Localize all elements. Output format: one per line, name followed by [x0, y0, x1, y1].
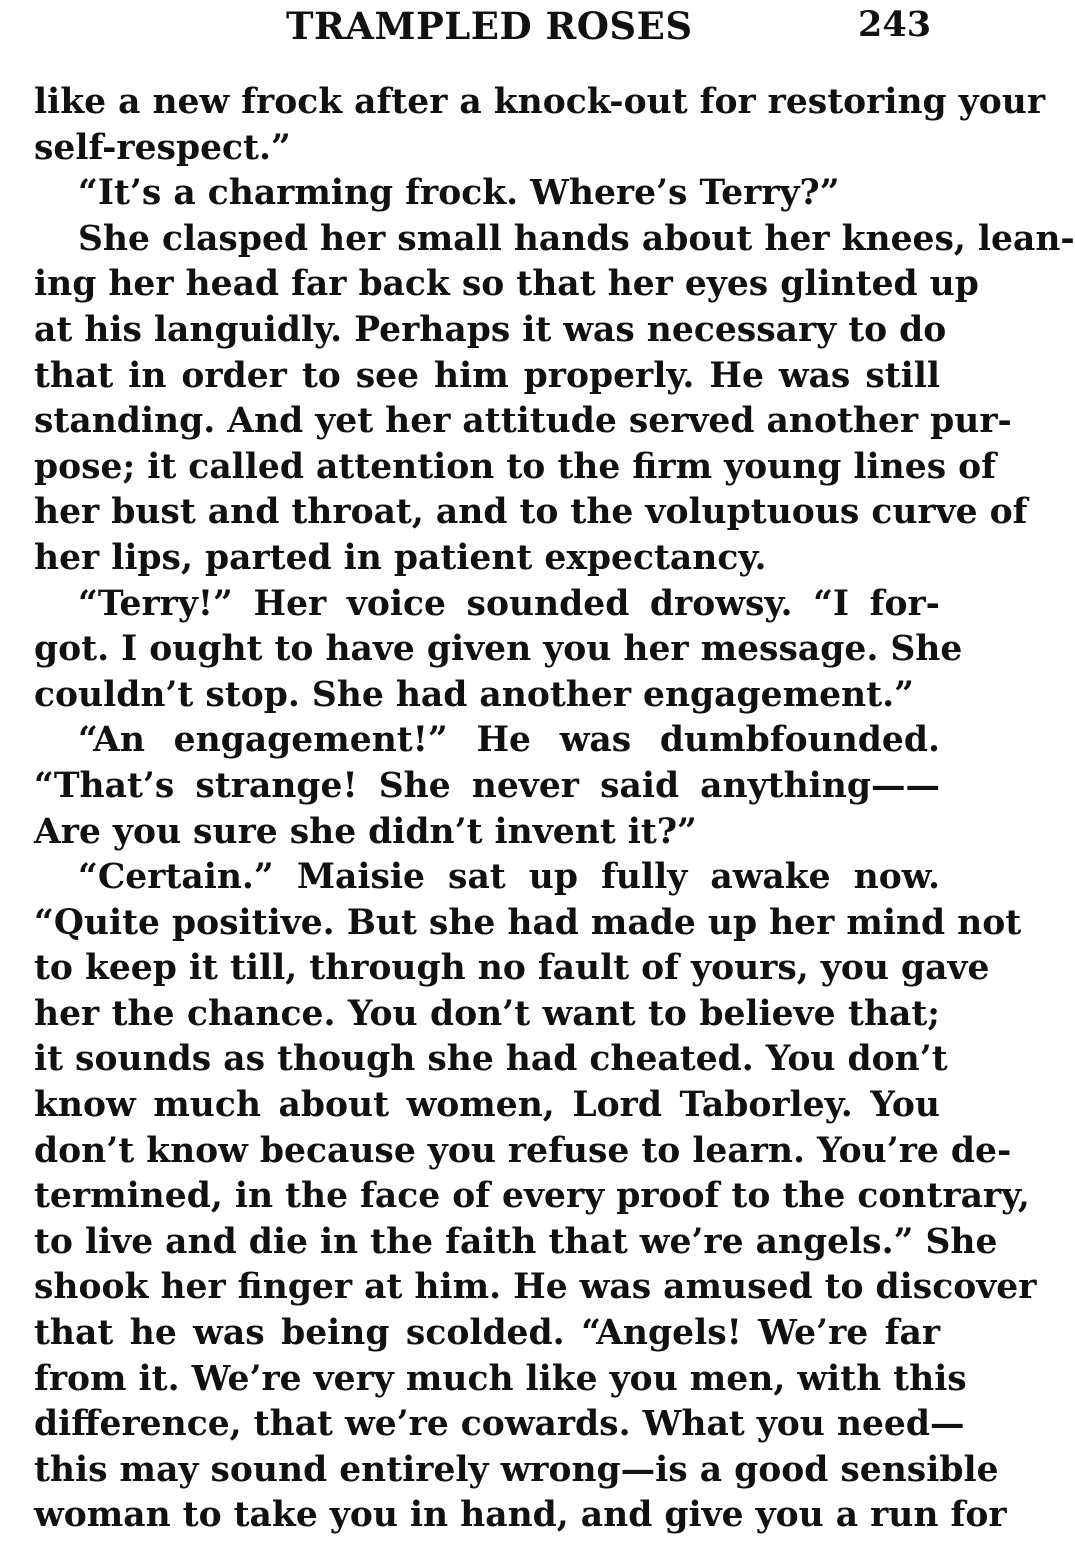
text-line: couldn’t stop. She had another engagement.”: [34, 674, 914, 715]
text-line: woman to take you in hand, and give you a run for: [34, 1495, 1007, 1536]
text-line: that he was being scolded. “Angels! We’re far: [34, 1313, 940, 1354]
text-line: to keep it till, through no fault of yours, you gave: [34, 948, 990, 989]
text-line: termined, in the face of every proof to the contrary,: [34, 1176, 1030, 1217]
text-line: her lips, parted in patient expectancy.: [34, 537, 767, 578]
text-line: “Certain.” Maisie sat up fully awake now.: [78, 857, 940, 898]
text-line: her the chance. You don’t want to believe that;: [34, 993, 940, 1034]
text-line: shook her finger at him. He was amused to discover: [34, 1267, 1037, 1308]
running-head: [0, 4, 1000, 50]
text-line: that in order to see him properly. He was still: [34, 355, 940, 396]
text-line: her bust and throat, and to the voluptuous curve of: [34, 492, 1028, 533]
text-line: difference, that we’re cowards. What you need—: [34, 1404, 965, 1445]
text-line: to live and die in the faith that we’re angels.” She: [34, 1221, 998, 1262]
running-title: TRAMPLED ROSES: [286, 4, 693, 48]
text-line: it sounds as though she had cheated. You don’t: [34, 1039, 948, 1080]
text-line: from it. We’re very much like you men, with this: [34, 1358, 967, 1399]
text-line: “Quite positive. But she had made up her mind not: [34, 902, 1022, 943]
text-line: ing her head far back so that her eyes glinted up: [34, 264, 979, 305]
text-line: got. I ought to have given you her message. She: [34, 629, 963, 670]
text-line: She clasped her small hands about her knees, lean-: [78, 218, 1075, 259]
text-line: like a new frock after a knock-out for restoring your: [34, 82, 1045, 122]
text-line: know much about women, Lord Taborley. You: [34, 1085, 940, 1126]
text-line: self-respect.”: [34, 127, 291, 168]
text-line: this may sound entirely wrong—is a good sensible: [34, 1449, 999, 1490]
text-line: at his languidly. Perhaps it was necessary to do: [34, 309, 947, 350]
text-line: “An engagement!” He was dumbfounded.: [78, 720, 940, 761]
text-line: Are you sure she didn’t invent it?”: [34, 811, 697, 852]
body-text: [34, 80, 1075, 1539]
text-line: standing. And yet her attitude served another pur-: [34, 401, 1012, 442]
text-line: pose; it called attention to the firm young lines of: [34, 446, 996, 487]
text-line: “That’s strange! She never said anything——: [34, 765, 940, 806]
text-line: don’t know because you refuse to learn. You’re de-: [34, 1130, 1012, 1171]
page-number: 243: [858, 4, 932, 45]
text-line: “Terry!” Her voice sounded drowsy. “I for-: [78, 583, 940, 624]
text-line: “It’s a charming frock. Where’s Terry?”: [78, 173, 840, 214]
